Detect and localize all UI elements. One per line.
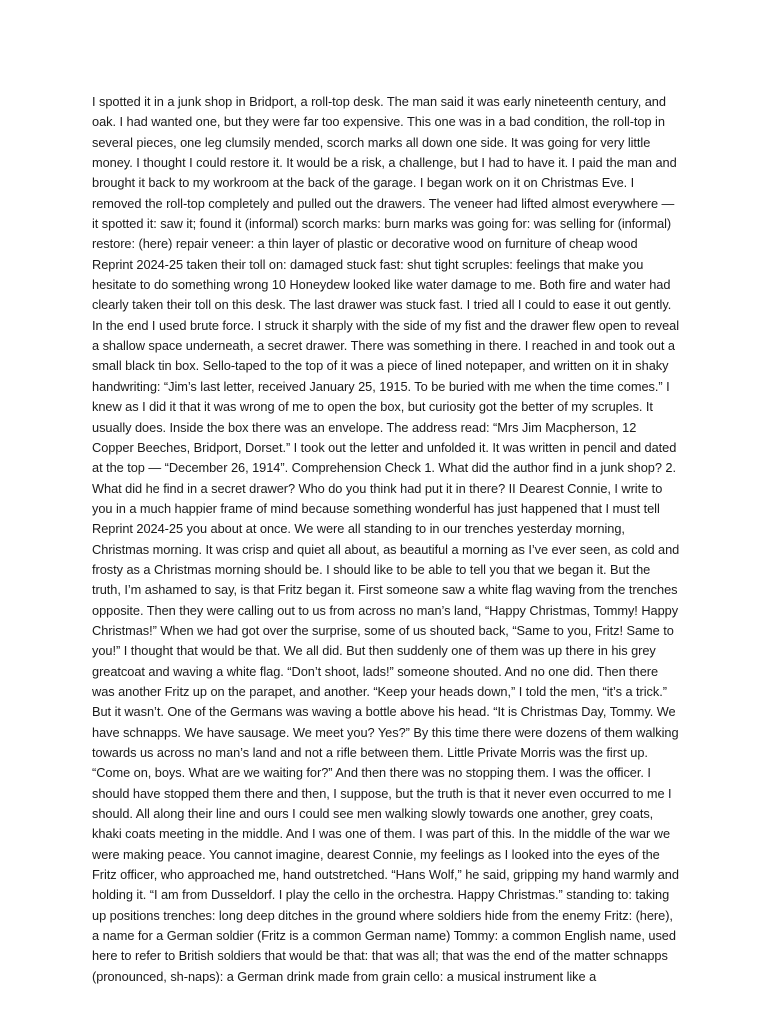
body-paragraph: I spotted it in a junk shop in Bridport, a roll-top desk. The man said it was early nineteenth century, and oak. I had wanted one, but they were far too expensive. This one was in a bad condition, the roll-top in several pieces, one leg clumsily mended, scorch marks all down one side. It was going for very little money. I thought I could restore it. It would be a risk, a challenge, but I had to have it. I paid the man and brought it back to my workroom at the back of the garage. I began work on it on Christmas Eve. I removed the roll-top completely and pulled out the drawers. The veneer had lifted almost everywhere — it spotted it: saw it; found it (informal) scorch marks: burn marks was going for: was selling for (informal) restore: (here) repair veneer: a thin layer of plastic or decorative wood on furniture of cheap wood Reprint 2024-25 taken their toll on: damaged stuck fast: shut tight scruples: feelings that make you hesitate to do something wrong 10 Honeydew looked like water damage to me. Both fire and water had clearly taken their toll on this desk. The last drawer was stuck fast. I tried all I could to ease it out gently. In the end I used brute force. I struck it sharply with the side of my fist and the drawer flew open to reveal a shallow space underneath, a secret drawer. There was something in there. I reached in and took out a small black tin box. Sello-taped to the top of it was a piece of lined notepaper, and written on it in shaky handwriting: “Jim’s last letter, received January 25, 1915. To be buried with me when the time comes.” I knew as I did it that it was wrong of me to open the box, but curiosity got the better of my scruples. It usually does. Inside the box there was an envelope. The address read: “Mrs Jim Macpherson, 12 Copper Beeches, Bridport, Dorset.” I took out the letter and unfolded it. It was written in pencil and dated at the top — “December 26, 1914”. Comprehension Check 1. What did the author find in a junk shop? 2. What did he find in a secret drawer? Who do you think had put it in there? II Dearest Connie, I write to you in a much happier frame of mind because something wonderful has just happened that I must tell Reprint 2024-25 you about at once. We were all standing to in our trenches yesterday morning, Christmas morning. It was crisp and quiet all about, as beautiful a morning as I’ve ever seen, as cold and frosty as a Christmas morning should be. I should like to be able to tell you that we began it. But the truth, I’m ashamed to say, is that Fritz began it. First someone saw a white flag waving from the trenches opposite. Then they were calling out to us from across no man’s land, “Happy Christmas, Tommy! Happy Christmas!” When we had got over the surprise, some of us shouted back, “Same to you, Fritz! Same to you!” I thought that would be that. We all did. But then suddenly one of them was up there in his grey greatcoat and waving a white flag. “Don’t shoot, lads!” someone shouted. And no one did. Then there was another Fritz up on the parapet, and another. “Keep your heads down,” I told the men, “it’s a trick.” But it wasn’t. One of the Germans was waving a bottle above his head. “It is Christmas Day, Tommy. We have schnapps. We have sausage. We meet you? Yes?” By this time there were dozens of them walking towards us across no man’s land and not a rifle between them. Little Private Morris was the first up. “Come on, boys. What are we waiting for?” And then there was no stopping them. I was the officer. I should have stopped them there and then, I suppose, but the truth is that it never even occurred to me I should. All along their line and ours I could see men walking slowly towards one another, grey coats, khaki coats meeting in the middle. And I was one of them. I was part of this. In the middle of the war we were making peace. You cannot imagine, dearest Connie, my feelings as I looked into the eyes of the Fritz officer, who approached me, hand outstretched. “Hans Wolf,” he said, gripping my hand warmly and holding it. “I am from Dusseldorf. I play the cello in the orchestra. Happy Christmas.” standing to: taking up positions trenches: long deep ditches in the ground where soldiers hide from the enemy Fritz: (here), a name for a German soldier (Fritz is a common German name) Tommy: a common English name, used here to refer to British soldiers that would be that: that was all; that was the end of the matter schnapps (pronounced, sh-naps): a German drink made from grain cello: a musical instrument like a	[92, 94, 680, 984]
